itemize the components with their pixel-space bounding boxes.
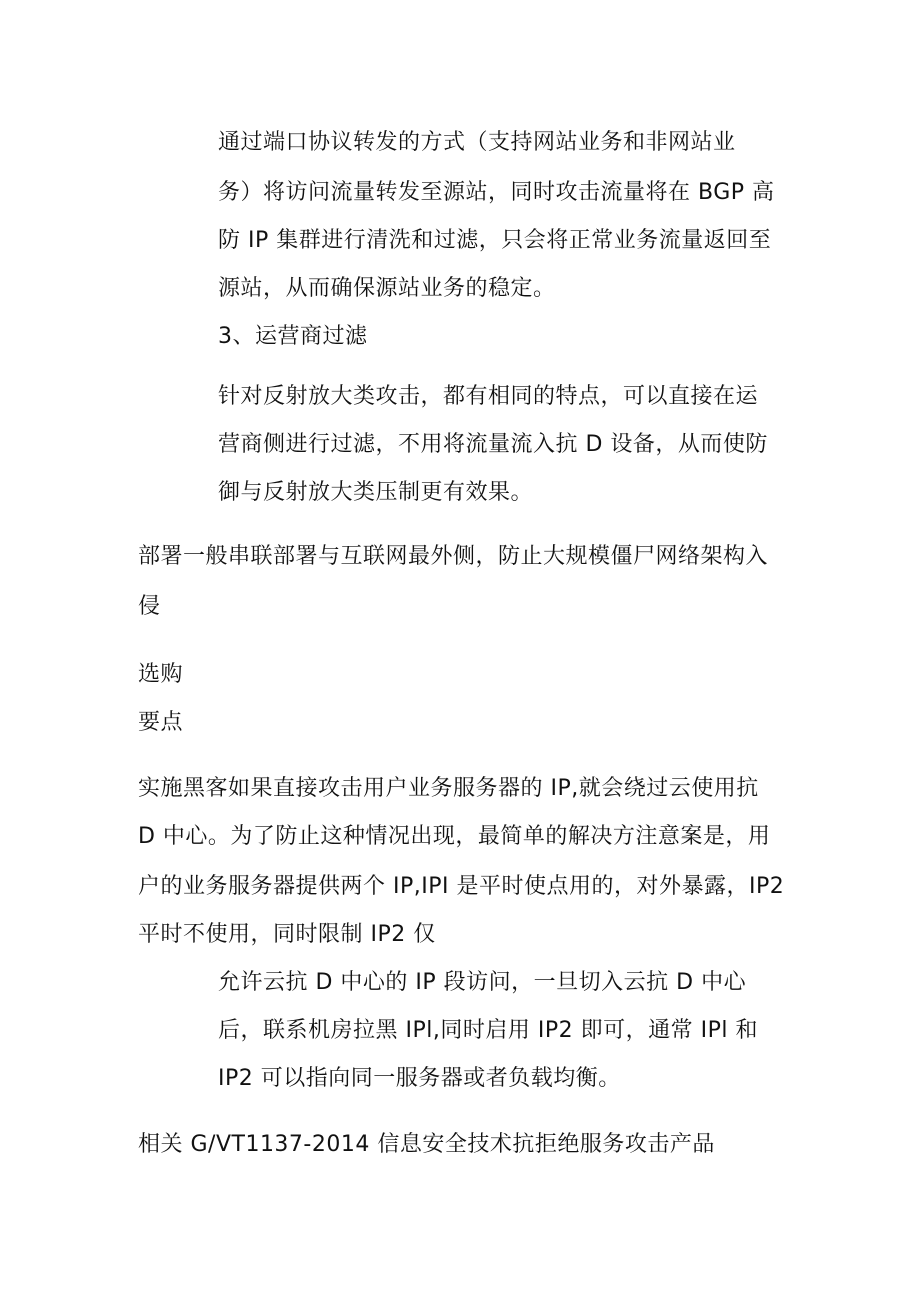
text-line: 防 IP 集群进行清洗和过滤，只会将正常业务流量返回至: [218, 228, 772, 253]
text-line: 御与反射放大类压制更有效果。: [218, 480, 534, 505]
text-line: 务）将访问流量转发至源站，同时攻击流量将在 BGP 高: [218, 180, 775, 205]
heading-purchase: 选购: [138, 662, 184, 687]
text-line: 平时不使用，同时限制 IP2 仅: [138, 922, 436, 947]
text-line: 侵: [138, 594, 161, 619]
paragraph-related-standard: 相关 G/VT1137-2014 信息安全技术抗拒绝服务攻击产品: [138, 1132, 715, 1157]
text-line: 部署一般串联部署与互联网最外侧，防止大规模僵尸网络架构入: [138, 544, 769, 569]
text-line: 实施黑客如果直接攻击用户业务服务器的 IP,就会绕过云使用抗: [138, 776, 759, 801]
text-line: 营商侧进行过滤，不用将流量流入抗 D 设备，从而使防: [218, 432, 768, 457]
text-line: 允许云抗 D 中心的 IP 段访问，一旦切入云抗 D 中心: [218, 970, 747, 995]
text-line: D 中心。为了防止这种情况出现，最简单的解决方注意案是，用: [138, 824, 771, 849]
heading-key-points: 要点: [138, 710, 184, 735]
text-line: 针对反射放大类攻击，都有相同的特点，可以直接在运: [218, 384, 759, 409]
text-line: 源站，从而确保源站业务的稳定。: [218, 276, 556, 301]
text-line: 通过端口协议转发的方式（支持网站业务和非网站业: [218, 130, 736, 155]
text-line: IP2 可以指向同一服务器或者负载均衡。: [218, 1066, 621, 1091]
text-line: 户的业务服务器提供两个 IP,IPI 是平时使点用的，对外暴露，IP2: [138, 874, 785, 899]
section-heading-carrier-filtering: 3、运营商过滤: [218, 324, 368, 349]
text-line: 后，联系机房拉黑 IPl,同时启用 IP2 即可，通常 IPl 和: [218, 1018, 758, 1043]
